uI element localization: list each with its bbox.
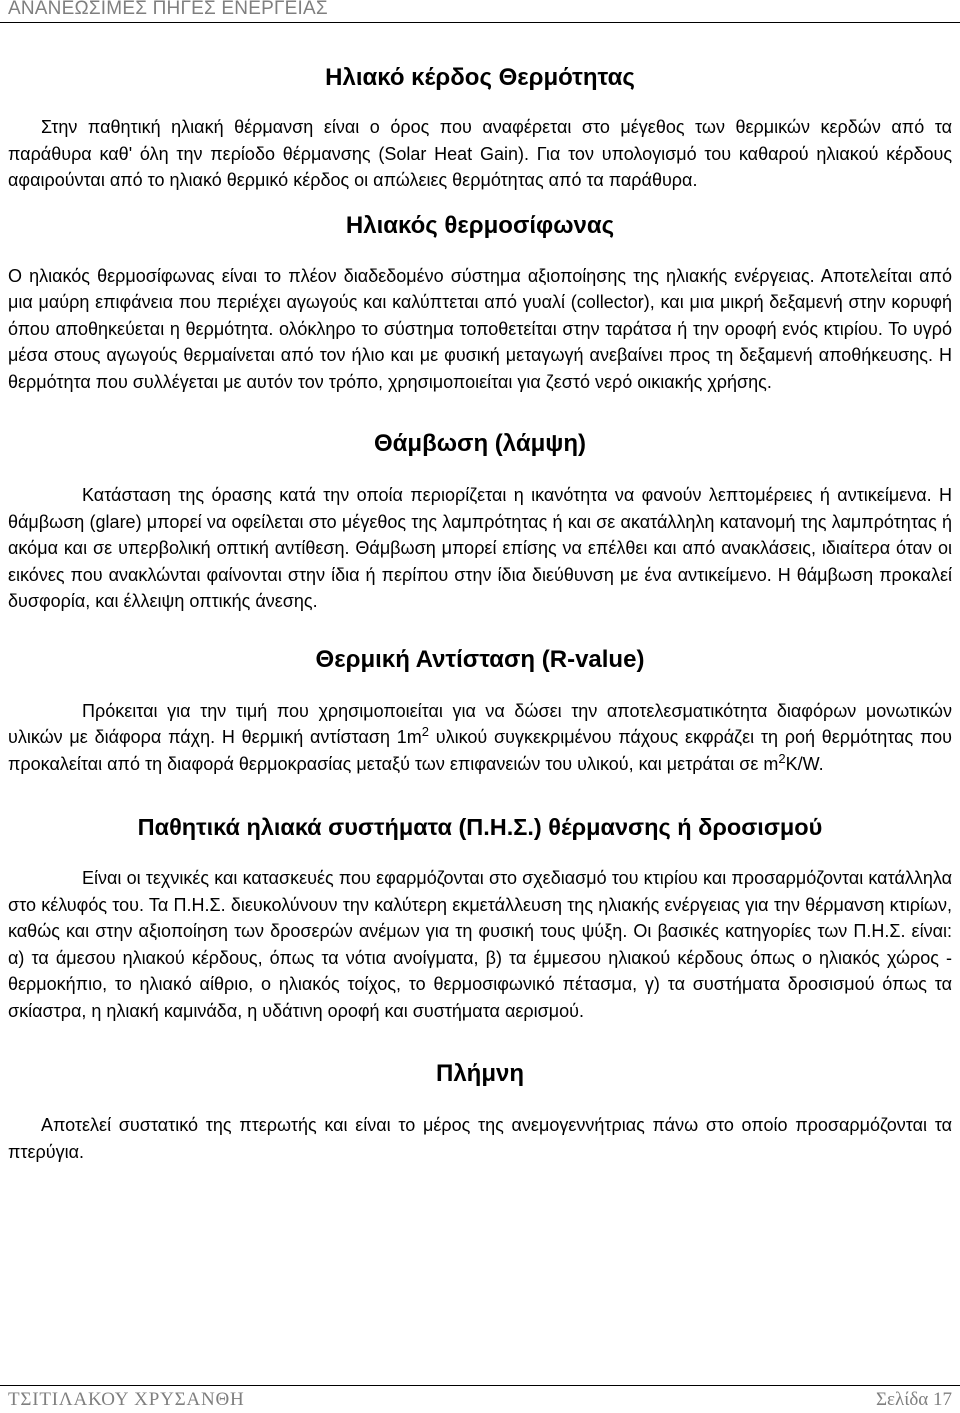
page-body <box>8 62 952 1165</box>
paragraph-solar-heat-gain: Στην παθητική ηλιακή θέρμανση είναι ο όρος που αναφέρεται στο μέγεθος των θερμικών κερδών από τα παράθυρα καθ' όλη την περίοδο θέρμανσης (Solar Heat Gain). Για τον υπολογισμό του καθαρού ηλιακού κέρδους αφαιρούνται από το ηλιακό θερμικό κέρδος οι απώλειες θερμότητας από τα παράθυρα. <box>8 117 952 190</box>
squared-superscript-2: 2 <box>778 750 786 766</box>
paragraph-passive-solar-systems: Είναι οι τεχνικές και κατασκευές που εφαρμόζονται στο σχεδιασμό του κτιρίου και προσαρμόζονται κατάλληλα στο κέλυφός του. Τα Π.Η.Σ. διευκολύνουν την καλύτερη εκμετάλλευση της ηλιακής ενέργειας για την θέρμανση κτιρίων, καθώς και στην αξιοποίηση των δροσερών ανέμων για τη φυσική τους ψύξη. Οι βασικές κατηγορίες των Π.Η.Σ. είναι: α) τα άμεσου ηλιακού κέρδους, όπως τα νότια ανοίγματα, β) τα έμμεσου ηλιακού κέρδους όπως ο ηλιακός χώρος - θερμοκήπιο, το ηλιακό αίθριο, ο ηλιακός τοίχος, το θερμοσιφωνικό πέτασμα, γ) τα συστήματα δροσισμού όπως τα σκίαστρα, η ηλιακή καμινάδα, η υδάτινη οροφή και συστήματα αερισμού. <box>8 868 952 1021</box>
paragraph-solar-water-heater: Ο ηλιακός θερμοσίφωνας είναι το πλέον διαδεδομένο σύστημα αξιοποίησης της ηλιακής ενέργειας. Αποτελείται από μια μαύρη επιφάνεια που περιέχει αγωγούς και καλύπτεται από γυαλί (collector), και μια μικρή δεξαμενή στην κορυφή όπου αποθηκεύεται η θερμότητα. ολόκληρο το σύστημα τοποθετείται στην ταράτσα ή την οροφή ενός κτιρίου. Το υγρό μέσα στους αγωγούς θερμαίνεται από τον ήλιο και με φυσική μεταγωγή ανεβαίνει προς τη δεξαμενή αποθήκευσης. Η θερμότητα που συλλέγεται με αυτόν τον τρόπο, χρησιμοποιείται για ζεστό νερό οικιακής χρήσης. <box>8 265 952 392</box>
r-value-text-part-1: Πρόκειται για την τιμή που χρησιμοποιείται για να δώσει την αποτελεσματικότητα διαφόρων μονωτικών υλικών με διάφορα πάχη. Η θερμική αντίσταση 1m <box>8 700 952 747</box>
heading-thermal-resistance: Θερμική Αντίσταση (R-value) <box>315 645 645 673</box>
heading-solar-water-heater: Ηλιακός θερμοσίφωνας <box>345 211 615 239</box>
paragraph-thermal-resistance <box>8 698 952 778</box>
r-value-text-part-3: K/W. <box>785 753 824 774</box>
footer-divider <box>0 1385 960 1386</box>
heading-solar-heat-gain: Ηλιακό κέρδος Θερμότητας <box>325 64 635 91</box>
heading-glare: Θάμβωση (λάμψη) <box>374 430 586 457</box>
paragraph-hub: Αποτελεί συστατικό της πτερωτής και είναι το μέρος της ανεμογεννήτριας πάνω στο οποίο προσαρμόζονται τα πτερύγια. <box>8 1115 952 1162</box>
squared-superscript-1: 2 <box>421 724 430 739</box>
heading-hub: Πλήμνη <box>435 1060 525 1087</box>
header-divider <box>0 22 960 23</box>
footer-page-number: Σελίδα 17 <box>875 1389 952 1410</box>
running-header-title: ΑΝΑΝΕΩΣΙΜΕΣ ΠΗΓΕΣ ΕΝΕΡΓΕΙΑΣ <box>8 0 328 19</box>
footer-author: ΤΣΙΤΙΛΑΚΟΥ ΧΡΥΣΑΝΘΗ <box>8 1389 245 1410</box>
paragraph-glare: Κατάσταση της όρασης κατά την οποία περιορίζεται η ικανότητα να φανούν λεπτομέρειες ή αντικείμενα. Η θάμβωση (glare) μπορεί να οφείλεται στο μέγεθος της λαμπρότητας ή και σε ακατάλληλη κατανομή της λαμπρότητας ή ακόμα και σε υπερβολική οπτική αντίθεση. Θάμβωση μπορεί επίσης να επέλθει και από ανακλάσεις, ιδιαίτερα όταν οι εικόνες που ανακλώνται φαίνονται στην ίδια ή περίπου στην ίδια διεύθυνση με ένα αντικείμενο. Η θάμβωση προκαλεί δυσφορία, και έλλειψη οπτικής άνεσης. <box>8 485 952 611</box>
r-value-text-part-2: υλικού συγκεκριμένου πάχους εκφράζει τη ροή θερμότητας που προκαλείται από τη διαφορά θερμοκρασίας μεταξύ των επιφανειών του υλικού, και μετράται σε m <box>8 727 952 774</box>
heading-passive-solar-systems: Παθητικά ηλιακά συστήματα (Π.Η.Σ.) θέρμανσης ή δροσισμού <box>137 814 823 840</box>
